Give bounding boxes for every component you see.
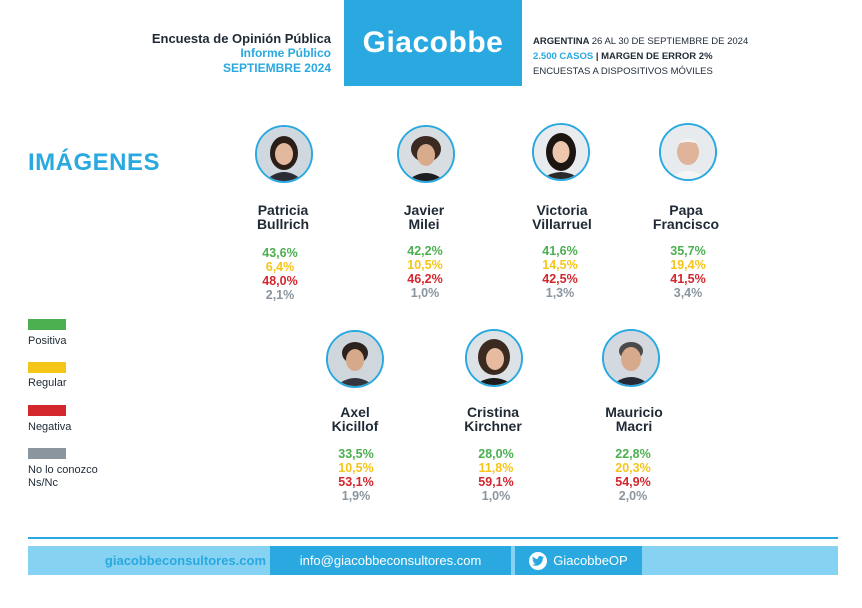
website-link[interactable]: giacobbeconsultores.com	[104, 553, 266, 568]
person-stats	[466, 447, 526, 503]
stat-ns: 1,9%	[341, 489, 371, 503]
stat-negativa: 48,0%	[262, 274, 298, 288]
legend-swatch-negativa	[28, 405, 66, 416]
person-stats	[326, 447, 386, 503]
report-month: SEPTIEMBRE 2024	[222, 61, 331, 75]
survey-title: Encuesta de Opinión Pública	[151, 31, 331, 46]
header-survey-info	[152, 31, 331, 76]
survey-method: ENCUESTAS A DISPOSITIVOS MÓVILES	[533, 66, 713, 77]
avatar-axel-kicillof	[326, 330, 384, 388]
stat-ns: 2,1%	[265, 288, 295, 302]
legend-swatch-ns	[28, 448, 66, 459]
legend-label-negativa: Negativa	[28, 421, 72, 433]
person-stats	[658, 244, 718, 300]
legend-label-positiva: Positiva	[28, 335, 67, 347]
stat-regular: 14,5%	[542, 258, 578, 272]
stat-negativa: 41,5%	[670, 272, 706, 286]
stat-ns: 2,0%	[618, 489, 648, 503]
person-stats	[530, 244, 590, 300]
stat-regular: 10,5%	[338, 461, 374, 475]
avatar-cristina-kirchner	[465, 329, 523, 387]
stat-ns: 1,0%	[481, 489, 511, 503]
avatar-mauricio-macri	[602, 329, 660, 387]
brand-logo: Giacobbe	[362, 26, 504, 59]
stat-positiva: 28,0%	[478, 447, 514, 461]
stat-ns: 1,3%	[545, 286, 575, 300]
brand-logo-box	[344, 0, 522, 86]
person-name: Patricia Bullrich	[256, 202, 310, 232]
stat-ns: 1,0%	[410, 286, 440, 300]
stat-positiva: 33,5%	[338, 447, 374, 461]
email-link[interactable]: info@giacobbeconsultores.com	[270, 546, 511, 575]
twitter-handle: GiacobbeOP	[553, 553, 628, 568]
stat-regular: 10,5%	[407, 258, 443, 272]
avatar-patricia-bullrich	[255, 125, 313, 183]
stat-positiva: 43,6%	[262, 246, 298, 260]
stat-regular: 20,3%	[615, 461, 651, 475]
stat-regular: 11,8%	[478, 461, 514, 475]
twitter-link[interactable]	[515, 546, 642, 575]
legend-label-ns: No lo conozco Ns/Nc	[28, 464, 98, 489]
legend-swatch-regular	[28, 362, 66, 373]
stat-regular: 6,4%	[265, 260, 295, 274]
avatar-victoria-villarruel	[532, 123, 590, 181]
legend-swatch-positiva	[28, 319, 66, 330]
stat-regular: 19,4%	[670, 258, 706, 272]
avatar-papa-francisco	[659, 123, 717, 181]
person-stats	[395, 244, 455, 300]
header-methodology	[533, 34, 748, 79]
stat-positiva: 22,8%	[615, 447, 651, 461]
footer-bar	[28, 546, 838, 575]
stat-negativa: 53,1%	[338, 475, 374, 489]
survey-sample: 2.500 CASOS | MARGEN DE ERROR 2%	[533, 51, 713, 62]
stat-positiva: 41,6%	[542, 244, 578, 258]
report-type: Informe Público	[240, 46, 331, 60]
section-title: IMÁGENES	[28, 149, 161, 176]
stat-negativa: 59,1%	[478, 475, 514, 489]
person-name: Victoria Villarruel	[532, 202, 592, 232]
legend-label-regular: Regular	[28, 377, 67, 389]
stat-negativa: 54,9%	[615, 475, 651, 489]
survey-dates: ARGENTINA 26 AL 30 DE SEPTIEMBRE DE 2024	[533, 36, 749, 47]
footer-divider	[28, 537, 838, 539]
person-stats	[250, 246, 310, 302]
person-name: Axel Kicillof	[331, 404, 379, 434]
stat-negativa: 42,5%	[542, 272, 578, 286]
person-name: Javier Milei	[403, 202, 445, 232]
person-name: Cristina Kirchner	[464, 404, 522, 434]
stat-positiva: 42,2%	[407, 244, 443, 258]
person-name: Mauricio Macri	[605, 404, 663, 434]
person-stats	[603, 447, 663, 503]
twitter-bird-icon	[529, 552, 547, 570]
person-name: Papa Francisco	[652, 202, 720, 232]
stat-ns: 3,4%	[673, 286, 703, 300]
avatar-javier-milei	[397, 125, 455, 183]
stat-negativa: 46,2%	[407, 272, 443, 286]
stat-positiva: 35,7%	[670, 244, 706, 258]
